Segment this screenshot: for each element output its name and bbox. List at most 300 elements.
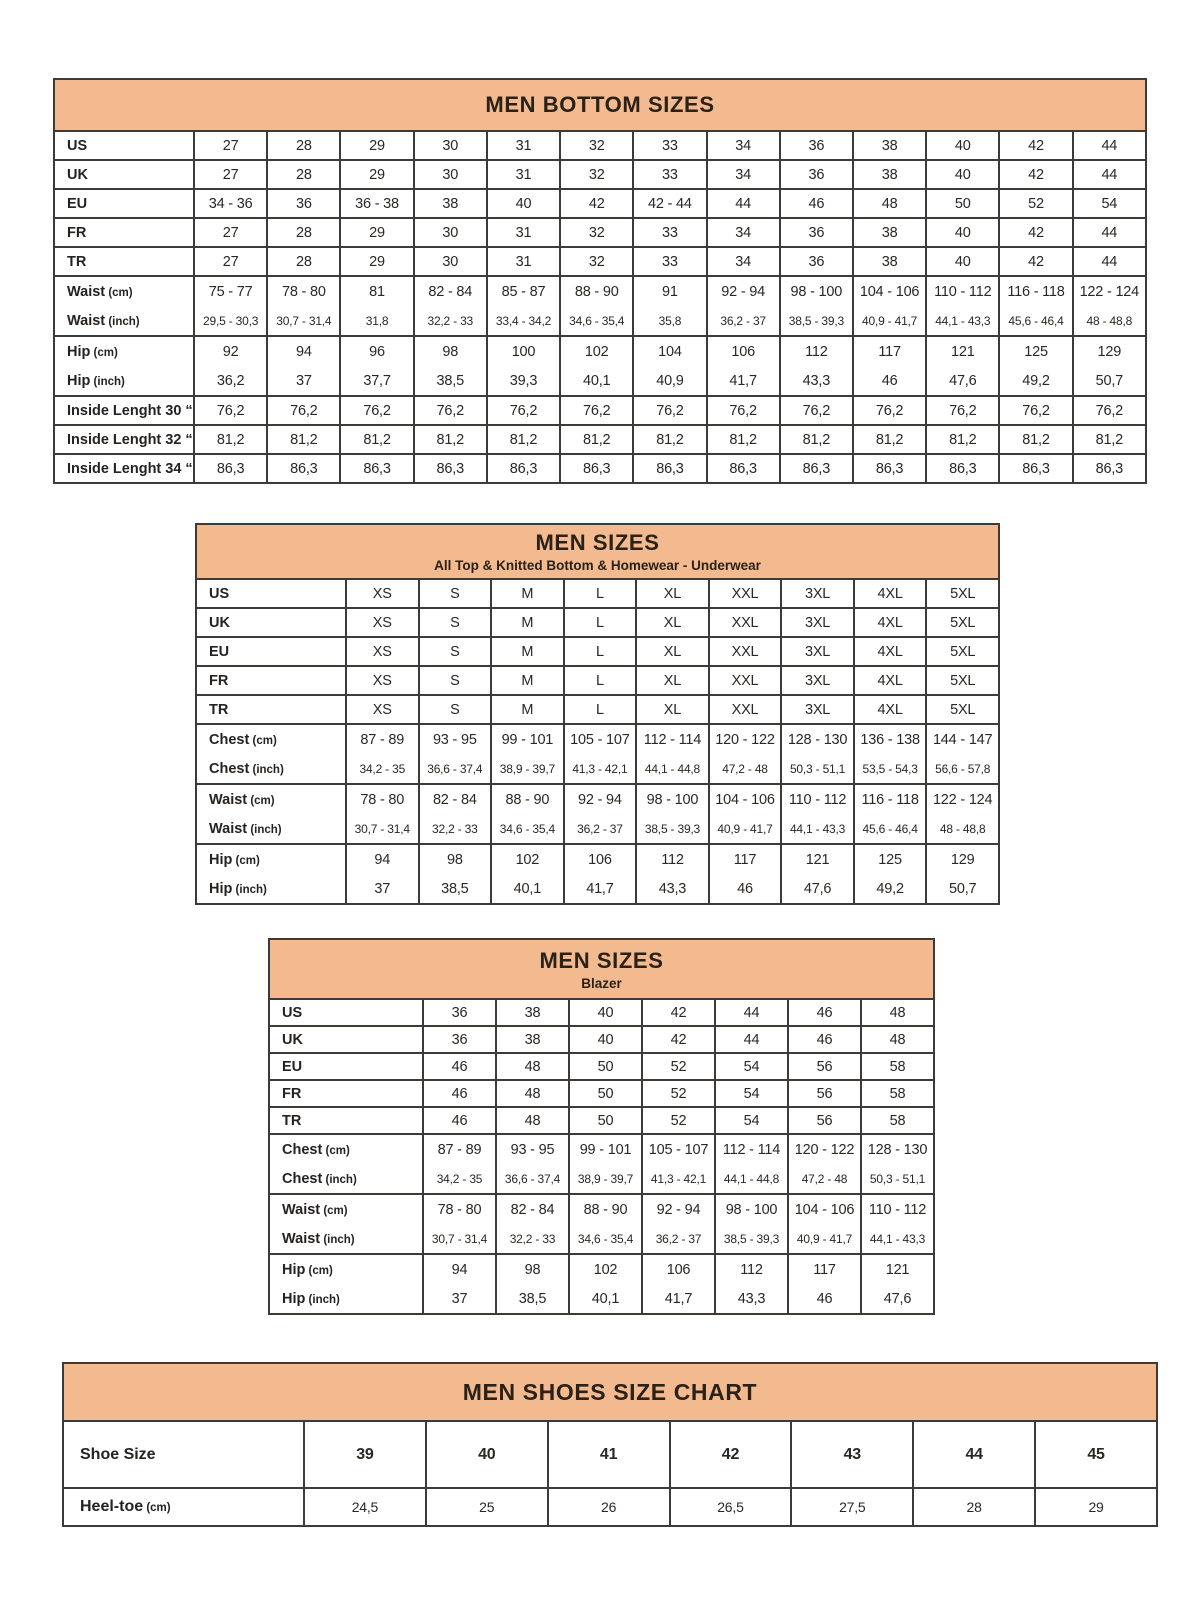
cell: 47,2 - 48: [710, 755, 783, 785]
cell: 42: [1000, 219, 1073, 248]
cell: L: [565, 580, 638, 609]
row-uk: [270, 1027, 935, 1054]
cell: S: [420, 609, 493, 638]
cell: 30: [415, 161, 488, 190]
table-subtitle: All Top & Knitted Bottom & Homewear - Underwear: [434, 558, 761, 573]
cell: 38,5 - 39,3: [637, 815, 710, 845]
cell: 102: [492, 845, 565, 875]
cell: 104: [634, 337, 707, 367]
row-label: Waist (inch): [270, 1225, 424, 1255]
cell: 42: [561, 190, 634, 219]
cell: 34: [708, 132, 781, 161]
row-waist-inch: [197, 815, 1000, 845]
cell: 43,3: [716, 1285, 789, 1315]
cell: 44: [1074, 219, 1147, 248]
cell: 105 - 107: [643, 1135, 716, 1165]
cell: 86,3: [488, 455, 561, 484]
row-inside-lenght-32: [55, 426, 1147, 455]
cell: M: [492, 580, 565, 609]
cell: 44,1 - 43,3: [862, 1225, 935, 1255]
cell: 110 - 112: [927, 277, 1000, 307]
cell: 40: [488, 190, 561, 219]
cell: 56: [789, 1108, 862, 1135]
cell: XS: [347, 609, 420, 638]
row-label: Hip (cm): [55, 337, 195, 367]
cell: XL: [637, 580, 710, 609]
cell: 86,3: [1074, 455, 1147, 484]
cell: 76,2: [927, 397, 1000, 426]
cell: 29: [1036, 1489, 1158, 1527]
cell: 33,4 - 34,2: [488, 307, 561, 337]
cell: 76,2: [415, 397, 488, 426]
cell: 4XL: [855, 609, 928, 638]
cell: 47,6: [782, 875, 855, 905]
cell: 120 - 122: [710, 725, 783, 755]
table-header: [64, 1364, 1158, 1422]
row-hip-cm: [55, 337, 1147, 367]
row-us: [55, 132, 1147, 161]
cell: S: [420, 696, 493, 725]
cell: 29: [341, 132, 414, 161]
cell: 36,2 - 37: [708, 307, 781, 337]
cell: 87 - 89: [424, 1135, 497, 1165]
cell: 76,2: [341, 397, 414, 426]
row-label: Inside Lenght 32 “: [55, 426, 195, 455]
cell: 3XL: [782, 667, 855, 696]
cell: 5XL: [927, 609, 1000, 638]
row-label: Waist (cm): [55, 277, 195, 307]
cell: 46: [854, 367, 927, 397]
cell: 48 - 48,8: [1074, 307, 1147, 337]
cell: 52: [643, 1108, 716, 1135]
table-subtitle: Blazer: [581, 975, 622, 991]
row-waist-inch: [55, 307, 1147, 337]
row-label: FR: [55, 219, 195, 248]
cell: XS: [347, 580, 420, 609]
cell: 120 - 122: [789, 1135, 862, 1165]
cell: 31,8: [341, 307, 414, 337]
cell: 56: [789, 1081, 862, 1108]
cell: 81: [341, 277, 414, 307]
cell: 30,7 - 31,4: [424, 1225, 497, 1255]
cell: 129: [1074, 337, 1147, 367]
row-label: Waist (inch): [55, 307, 195, 337]
cell: 92 - 94: [708, 277, 781, 307]
cell: 47,6: [927, 367, 1000, 397]
row-hip-inch: [270, 1285, 935, 1315]
cell: 81,2: [488, 426, 561, 455]
cell: 106: [643, 1255, 716, 1285]
cell: 48 - 48,8: [927, 815, 1000, 845]
row-label: Chest (inch): [197, 755, 347, 785]
row-tr: [270, 1108, 935, 1135]
cell: 98: [420, 845, 493, 875]
cell: 49,2: [1000, 367, 1073, 397]
cell: 29,5 - 30,3: [195, 307, 268, 337]
cell: 40: [570, 1027, 643, 1054]
row-label: FR: [197, 667, 347, 696]
table-title: MEN BOTTOM SIZES: [485, 92, 715, 117]
row-waist-cm: [270, 1195, 935, 1225]
cell: XS: [347, 667, 420, 696]
cell: 82 - 84: [497, 1195, 570, 1225]
cell: 36,2: [195, 367, 268, 397]
cell: 44: [708, 190, 781, 219]
cell: 31: [488, 132, 561, 161]
cell: 40: [927, 219, 1000, 248]
cell: 86,3: [341, 455, 414, 484]
cell: 54: [716, 1081, 789, 1108]
cell: 81,2: [634, 426, 707, 455]
row-label: Hip (inch): [270, 1285, 424, 1315]
cell: 117: [789, 1255, 862, 1285]
cell: 50,3 - 51,1: [782, 755, 855, 785]
cell: XL: [637, 638, 710, 667]
row-label: UK: [197, 609, 347, 638]
table-header: [197, 525, 1000, 580]
cell: 44,1 - 44,8: [637, 755, 710, 785]
cell: XXL: [710, 696, 783, 725]
cell: 86,3: [195, 455, 268, 484]
cell: 46: [789, 1000, 862, 1027]
cell: 40,9: [634, 367, 707, 397]
cell: 28: [268, 219, 341, 248]
cell: 38,5: [415, 367, 488, 397]
cell: 102: [561, 337, 634, 367]
men-sizes-blazer-section: [268, 938, 935, 1315]
row-inside-lenght-34: [55, 455, 1147, 484]
cell: 48: [854, 190, 927, 219]
cell: 36: [781, 248, 854, 277]
cell: 40: [427, 1422, 549, 1489]
cell: 86,3: [415, 455, 488, 484]
cell: 44: [716, 1000, 789, 1027]
row-label: Hip (cm): [270, 1255, 424, 1285]
cell: 81,2: [341, 426, 414, 455]
cell: 92: [195, 337, 268, 367]
cell: 44,1 - 43,3: [782, 815, 855, 845]
cell: 38,5: [420, 875, 493, 905]
cell: 30: [415, 219, 488, 248]
cell: 46: [710, 875, 783, 905]
cell: 33: [634, 219, 707, 248]
cell: 112: [716, 1255, 789, 1285]
cell: 38: [497, 1000, 570, 1027]
cell: 38,5: [497, 1285, 570, 1315]
cell: 78 - 80: [424, 1195, 497, 1225]
men-sizes-blazer-table: [268, 938, 935, 1315]
row-label: Chest (cm): [197, 725, 347, 755]
cell: 4XL: [855, 580, 928, 609]
row-label: Shoe Size: [64, 1422, 305, 1489]
cell: 40,9 - 41,7: [789, 1225, 862, 1255]
cell: 27: [195, 161, 268, 190]
cell: 38: [854, 219, 927, 248]
cell: 37: [424, 1285, 497, 1315]
row-waist-inch: [270, 1225, 935, 1255]
cell: 34,6 - 35,4: [561, 307, 634, 337]
cell: 36,6 - 37,4: [497, 1165, 570, 1195]
cell: 43: [792, 1422, 914, 1489]
cell: 25: [427, 1489, 549, 1527]
row-label: TR: [55, 248, 195, 277]
cell: 129: [927, 845, 1000, 875]
cell: 52: [643, 1054, 716, 1081]
cell: 38,9 - 39,7: [570, 1165, 643, 1195]
men-sizes-top-table: [195, 523, 1000, 905]
row-waist-cm: [55, 277, 1147, 307]
cell: 45: [1036, 1422, 1158, 1489]
cell: 112: [637, 845, 710, 875]
cell: 46: [424, 1108, 497, 1135]
row-label: UK: [270, 1027, 424, 1054]
row-label: UK: [55, 161, 195, 190]
cell: XXL: [710, 638, 783, 667]
men-bottom-sizes-section: [53, 78, 1147, 484]
cell: 98: [415, 337, 488, 367]
cell: 38: [854, 132, 927, 161]
cell: 58: [862, 1081, 935, 1108]
cell: 76,2: [488, 397, 561, 426]
cell: 38: [854, 248, 927, 277]
row-label: FR: [270, 1081, 424, 1108]
cell: 27: [195, 132, 268, 161]
cell: 104 - 106: [789, 1195, 862, 1225]
cell: 30: [415, 132, 488, 161]
cell: 42: [1000, 161, 1073, 190]
cell: 88 - 90: [561, 277, 634, 307]
cell: 5XL: [927, 638, 1000, 667]
row-us: [270, 1000, 935, 1027]
cell: 58: [862, 1108, 935, 1135]
cell: 48: [862, 1027, 935, 1054]
cell: 86,3: [268, 455, 341, 484]
cell: 38: [415, 190, 488, 219]
cell: 58: [862, 1054, 935, 1081]
cell: 33: [634, 248, 707, 277]
cell: 34: [708, 161, 781, 190]
table-title: MEN SIZES: [539, 947, 664, 973]
row-hip-inch: [197, 875, 1000, 905]
cell: 88 - 90: [492, 785, 565, 815]
cell: 52: [643, 1081, 716, 1108]
cell: 78 - 80: [268, 277, 341, 307]
row-label: Chest (inch): [270, 1165, 424, 1195]
row-label: US: [270, 1000, 424, 1027]
table-title-row: [270, 940, 935, 1000]
cell: 50,7: [1074, 367, 1147, 397]
cell: 93 - 95: [497, 1135, 570, 1165]
row-waist-cm: [197, 785, 1000, 815]
cell: 98: [497, 1255, 570, 1285]
cell: 29: [341, 219, 414, 248]
cell: 34,6 - 35,4: [570, 1225, 643, 1255]
cell: 93 - 95: [420, 725, 493, 755]
men-sizes-top-section: [195, 523, 1000, 905]
cell: 81,2: [927, 426, 1000, 455]
cell: 31: [488, 248, 561, 277]
cell: 40: [927, 161, 1000, 190]
row-label: Hip (inch): [55, 367, 195, 397]
cell: L: [565, 609, 638, 638]
cell: 104 - 106: [854, 277, 927, 307]
cell: 56: [789, 1054, 862, 1081]
cell: 136 - 138: [855, 725, 928, 755]
cell: 46: [424, 1054, 497, 1081]
cell: 33: [634, 132, 707, 161]
cell: L: [565, 696, 638, 725]
cell: 100: [488, 337, 561, 367]
row-label: Hip (cm): [197, 845, 347, 875]
cell: 38: [497, 1027, 570, 1054]
cell: 28: [268, 161, 341, 190]
cell: 112 - 114: [716, 1135, 789, 1165]
cell: XXL: [710, 580, 783, 609]
table-title-row: [197, 525, 1000, 580]
cell: 102: [570, 1255, 643, 1285]
cell: 36: [424, 1027, 497, 1054]
cell: 44: [716, 1027, 789, 1054]
cell: 125: [1000, 337, 1073, 367]
cell: 81,2: [781, 426, 854, 455]
table-header: [270, 940, 935, 1000]
cell: 121: [927, 337, 1000, 367]
cell: XS: [347, 696, 420, 725]
cell: 98 - 100: [781, 277, 854, 307]
cell: 28: [268, 248, 341, 277]
cell: 41,7: [565, 875, 638, 905]
cell: 76,2: [634, 397, 707, 426]
cell: 42: [643, 1027, 716, 1054]
row-label: TR: [270, 1108, 424, 1135]
cell: 38: [854, 161, 927, 190]
cell: 32,2 - 33: [497, 1225, 570, 1255]
cell: 144 - 147: [927, 725, 1000, 755]
cell: 86,3: [708, 455, 781, 484]
cell: 50: [570, 1108, 643, 1135]
cell: 40: [927, 248, 1000, 277]
row-label: EU: [270, 1054, 424, 1081]
cell: 35,8: [634, 307, 707, 337]
cell: 3XL: [782, 609, 855, 638]
cell: 99 - 101: [492, 725, 565, 755]
row-chest-cm: [197, 725, 1000, 755]
cell: 3XL: [782, 696, 855, 725]
cell: 86,3: [854, 455, 927, 484]
cell: 86,3: [634, 455, 707, 484]
row-label: US: [197, 580, 347, 609]
cell: 122 - 124: [1074, 277, 1147, 307]
table-title-row: [55, 80, 1147, 132]
cell: 99 - 101: [570, 1135, 643, 1165]
cell: M: [492, 667, 565, 696]
men-bottom-sizes-table: [53, 78, 1147, 484]
cell: 40,1: [570, 1285, 643, 1315]
cell: 30: [415, 248, 488, 277]
cell: 29: [341, 161, 414, 190]
cell: 81,2: [561, 426, 634, 455]
cell: 92 - 94: [565, 785, 638, 815]
cell: 34: [708, 219, 781, 248]
cell: 76,2: [268, 397, 341, 426]
cell: 75 - 77: [195, 277, 268, 307]
row-label: Waist (cm): [197, 785, 347, 815]
cell: 128 - 130: [862, 1135, 935, 1165]
cell: 37: [347, 875, 420, 905]
cell: 41,3 - 42,1: [565, 755, 638, 785]
cell: 42: [1000, 248, 1073, 277]
cell: 32: [561, 161, 634, 190]
cell: 40: [570, 1000, 643, 1027]
cell: 105 - 107: [565, 725, 638, 755]
row-inside-lenght-30: [55, 397, 1147, 426]
cell: 117: [710, 845, 783, 875]
cell: 125: [855, 845, 928, 875]
cell: 48: [862, 1000, 935, 1027]
cell: XL: [637, 696, 710, 725]
row-label: Waist (inch): [197, 815, 347, 845]
cell: 39: [305, 1422, 427, 1489]
cell: 47,2 - 48: [789, 1165, 862, 1195]
cell: M: [492, 696, 565, 725]
row-uk: [197, 609, 1000, 638]
cell: 117: [854, 337, 927, 367]
cell: 85 - 87: [488, 277, 561, 307]
row-shoe-size: [64, 1422, 1158, 1489]
cell: XXL: [710, 667, 783, 696]
cell: 121: [782, 845, 855, 875]
row-chest-cm: [270, 1135, 935, 1165]
cell: 76,2: [854, 397, 927, 426]
cell: 46: [424, 1081, 497, 1108]
cell: 34,2 - 35: [424, 1165, 497, 1195]
cell: 86,3: [781, 455, 854, 484]
cell: 45,6 - 46,4: [855, 815, 928, 845]
cell: 3XL: [782, 638, 855, 667]
cell: 28: [914, 1489, 1036, 1527]
cell: 38,9 - 39,7: [492, 755, 565, 785]
cell: 54: [716, 1108, 789, 1135]
row-label: Inside Lenght 34 “: [55, 455, 195, 484]
cell: 54: [716, 1054, 789, 1081]
cell: 49,2: [855, 875, 928, 905]
cell: 32,2 - 33: [420, 815, 493, 845]
cell: 104 - 106: [710, 785, 783, 815]
cell: 4XL: [855, 638, 928, 667]
cell: 36: [268, 190, 341, 219]
cell: XL: [637, 609, 710, 638]
cell: 110 - 112: [862, 1195, 935, 1225]
cell: 27: [195, 248, 268, 277]
cell: 37,7: [341, 367, 414, 397]
row-label: US: [55, 132, 195, 161]
cell: 116 - 118: [855, 785, 928, 815]
row-label: EU: [197, 638, 347, 667]
cell: 76,2: [1000, 397, 1073, 426]
cell: 112 - 114: [637, 725, 710, 755]
cell: 91: [634, 277, 707, 307]
cell: 56,6 - 57,8: [927, 755, 1000, 785]
cell: 40,9 - 41,7: [710, 815, 783, 845]
cell: 41,3 - 42,1: [643, 1165, 716, 1195]
cell: 44: [914, 1422, 1036, 1489]
cell: 41: [549, 1422, 671, 1489]
row-eu: [55, 190, 1147, 219]
cell: 86,3: [1000, 455, 1073, 484]
cell: 81,2: [854, 426, 927, 455]
cell: 42: [643, 1000, 716, 1027]
cell: 32: [561, 248, 634, 277]
